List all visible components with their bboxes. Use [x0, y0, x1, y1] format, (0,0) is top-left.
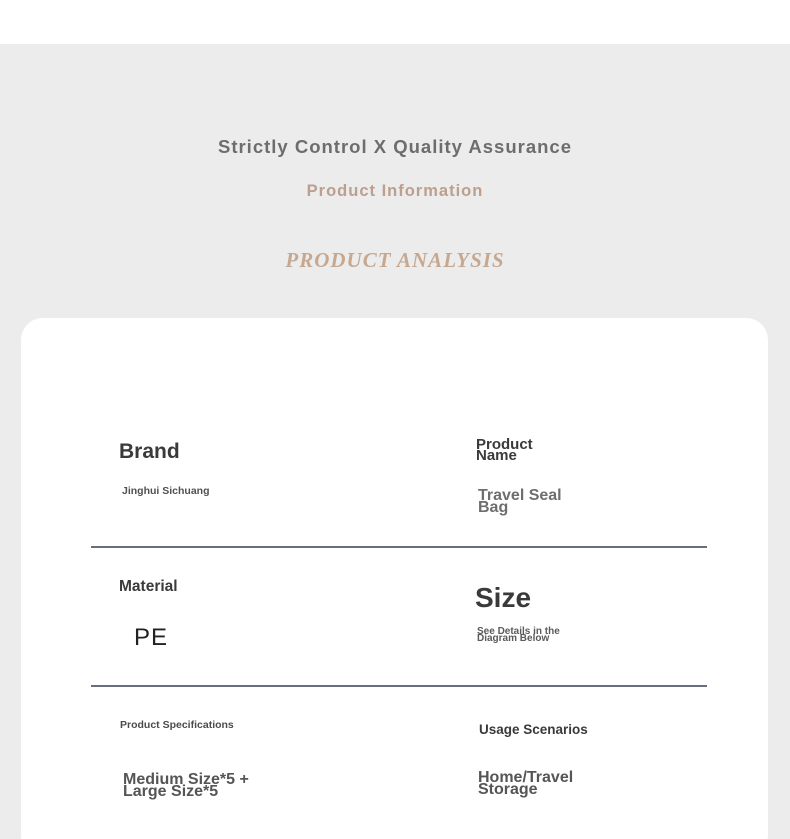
usage-scenarios-label: Usage Scenarios [479, 722, 588, 737]
material-value: PE [134, 624, 169, 651]
size-label: Size [475, 582, 532, 613]
brand-value: Jinghui Sichuang [122, 485, 210, 497]
row-divider-1 [91, 546, 707, 548]
top-white-bar [0, 0, 790, 44]
row-divider-2 [91, 685, 707, 687]
material-label: Material [119, 578, 178, 595]
brand-label: Brand [119, 440, 180, 463]
product-specifications-label: Product Specifications [120, 719, 234, 731]
size-value: See Details in the Diagram Below [477, 626, 560, 644]
product-specifications-value: Medium Size*5 + Large Size*5 [123, 771, 249, 800]
page-subheadline: Product Information [306, 182, 484, 200]
usage-scenarios-value: Home/Travel Storage [478, 769, 574, 798]
section-label: PRODUCT ANALYSIS [285, 248, 505, 272]
page-headline: Strictly Control X Quality Assurance [217, 136, 572, 157]
product-name-value: Travel Seal Bag [478, 487, 562, 516]
product-name-label: Product Name [476, 436, 533, 464]
